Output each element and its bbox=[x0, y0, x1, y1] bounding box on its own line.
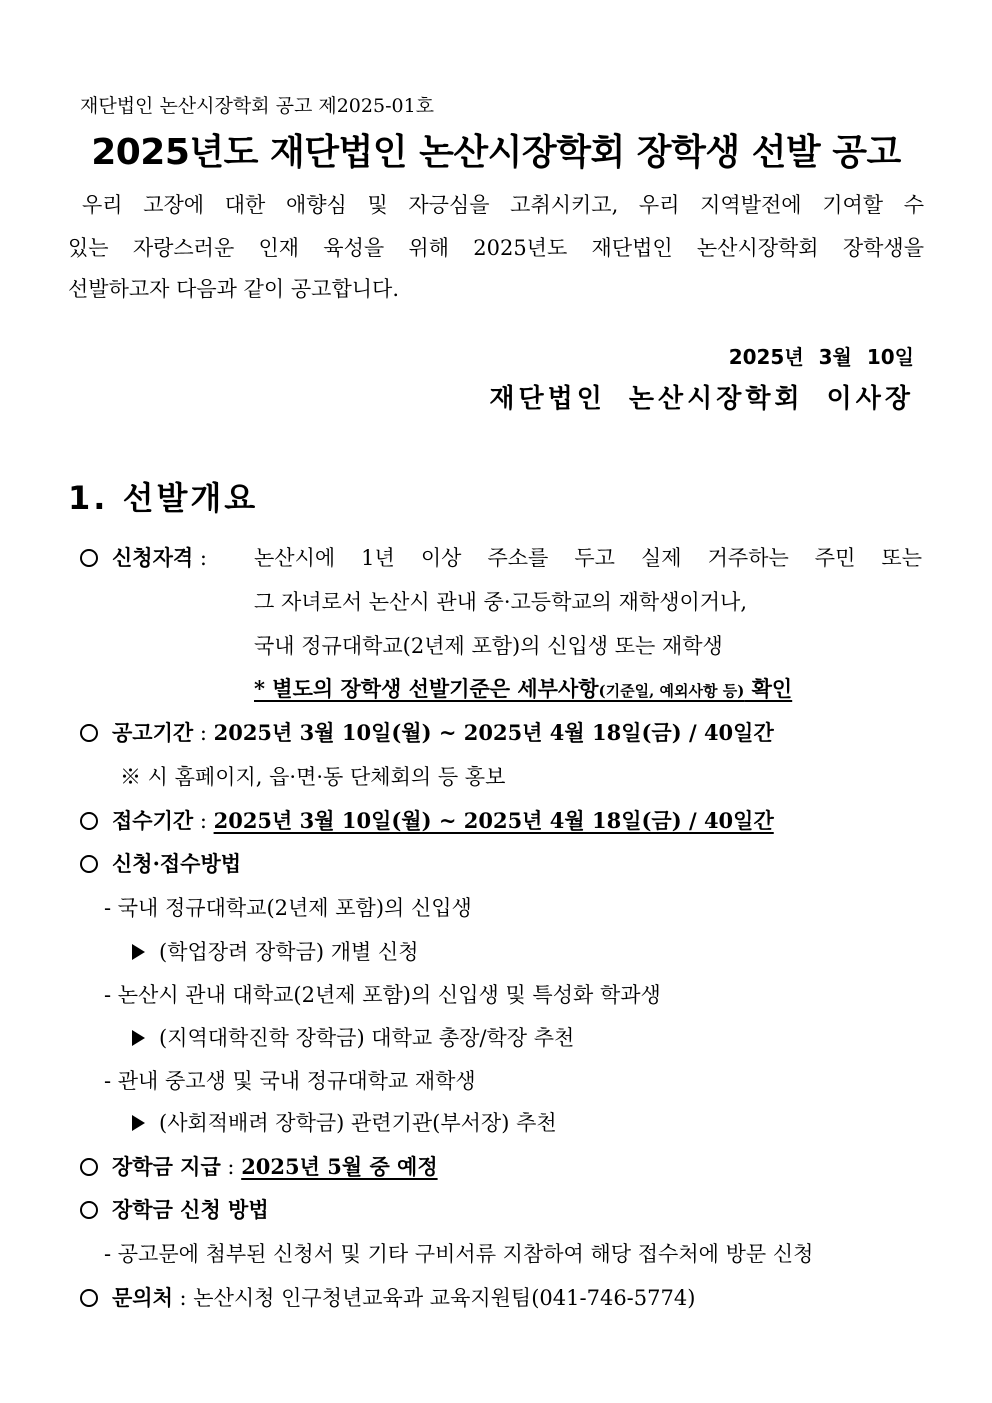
page-title: 2025년도 재단법인 논산시장학회 장학생 선발 공고 bbox=[91, 132, 901, 173]
reception-period-value: 2025년 3월 10일(월) ~ 2025년 4월 18일(금) / 40일간 bbox=[213, 808, 774, 833]
method-label: 신청·접수방법 bbox=[112, 851, 242, 876]
apply-method-row bbox=[80, 1194, 269, 1224]
circle-bullet-icon bbox=[80, 812, 98, 830]
eligibility-note-main: * 별도의 장학생 선발기준은 세부사항 bbox=[254, 676, 599, 701]
eligibility-label: 신청자격 bbox=[112, 545, 194, 570]
contact-value: 논산시청 인구청년교육과 교육지원팀(041-746-5774) bbox=[193, 1286, 696, 1310]
circle-bullet-icon bbox=[80, 549, 98, 567]
contact-sep: : bbox=[172, 1286, 194, 1310]
notice-period-row bbox=[80, 717, 774, 747]
intro-line-3: 선발하고자 다음과 같이 공고합니다. bbox=[68, 277, 399, 301]
issuer-name: 재단법인 논산시장학회 이사장 bbox=[489, 384, 914, 414]
notice-period-sep: : bbox=[193, 721, 214, 745]
reception-period-sep: : bbox=[193, 809, 214, 833]
payment-row bbox=[80, 1151, 438, 1181]
method-action-2: (지역대학진학 장학금) 대학교 총장/학장 추천 bbox=[159, 1026, 575, 1050]
circle-bullet-icon bbox=[80, 1289, 98, 1307]
triangle-right-icon bbox=[132, 1115, 145, 1131]
method-action-row-1 bbox=[132, 936, 419, 966]
payment-value: 2025년 5월 중 예정 bbox=[241, 1154, 438, 1179]
eligibility-sep: : bbox=[193, 546, 207, 570]
triangle-right-icon bbox=[132, 1030, 145, 1046]
eligibility-note-end: 확인 bbox=[744, 676, 793, 701]
announcement-date: 2025년 3월 10일 bbox=[728, 345, 914, 369]
method-row bbox=[80, 848, 241, 878]
intro-line-2: 있는 자랑스러운 인재 육성을 위해 2025년도 재단법인 논산시장학회 장학생을 bbox=[68, 236, 924, 260]
notice-period-label: 공고기간 bbox=[112, 720, 194, 745]
contact-label: 문의처 bbox=[112, 1285, 173, 1310]
notice-period-value: 2025년 3월 10일(월) ~ 2025년 4월 18일(금) / 40일간 bbox=[213, 720, 774, 745]
method-action-row-3 bbox=[132, 1107, 557, 1137]
payment-sep: : bbox=[220, 1155, 242, 1179]
eligibility-line-3: 국내 정규대학교(2년제 포함)의 신입생 또는 재학생 bbox=[254, 634, 723, 658]
circle-bullet-icon bbox=[80, 1158, 98, 1176]
apply-method-detail: - 공고문에 첨부된 신청서 및 기타 구비서류 지참하여 해당 접수처에 방문 신청 bbox=[104, 1242, 814, 1266]
reception-period-row bbox=[80, 805, 774, 835]
circle-bullet-icon bbox=[80, 1201, 98, 1219]
circle-bullet-icon bbox=[80, 855, 98, 873]
method-target-2: - 논산시 관내 대학교(2년제 포함)의 신입생 및 특성화 학과생 bbox=[104, 983, 661, 1007]
section-heading: 1. 선발개요 bbox=[68, 479, 259, 517]
eligibility-row bbox=[80, 542, 207, 572]
eligibility-note bbox=[254, 673, 792, 703]
method-target-1: - 국내 정규대학교(2년제 포함)의 신입생 bbox=[104, 896, 472, 920]
contact-row bbox=[80, 1282, 695, 1312]
method-target-3: - 관내 중고생 및 국내 정규대학교 재학생 bbox=[104, 1069, 476, 1093]
triangle-right-icon bbox=[132, 944, 145, 960]
notice-period-sub: ※ 시 홈페이지, 읍·면·동 단체회의 등 홍보 bbox=[120, 765, 506, 789]
eligibility-line-2: 그 자녀로서 논산시 관내 중·고등학교의 재학생이거나, bbox=[254, 590, 748, 614]
payment-label: 장학금 지급 bbox=[112, 1154, 221, 1179]
eligibility-line-1: 논산시에 1년 이상 주소를 두고 실제 거주하는 주민 또는 bbox=[254, 546, 922, 570]
eligibility-note-small: (기준일, 예외사항 등) bbox=[598, 682, 745, 700]
apply-method-label: 장학금 신청 방법 bbox=[112, 1197, 269, 1222]
circle-bullet-icon bbox=[80, 724, 98, 742]
method-action-3: (사회적배려 장학금) 관련기관(부서장) 추천 bbox=[159, 1111, 557, 1135]
reception-period-label: 접수기간 bbox=[112, 808, 194, 833]
notice-number: 재단법인 논산시장학회 공고 제2025-01호 bbox=[80, 95, 435, 117]
intro-line-1: 우리 고장에 대한 애향심 및 자긍심을 고취시키고, 우리 지역발전에 기여할 수 bbox=[82, 193, 924, 217]
method-action-row-2 bbox=[132, 1022, 574, 1052]
method-action-1: (학업장려 장학금) 개별 신청 bbox=[159, 940, 419, 964]
